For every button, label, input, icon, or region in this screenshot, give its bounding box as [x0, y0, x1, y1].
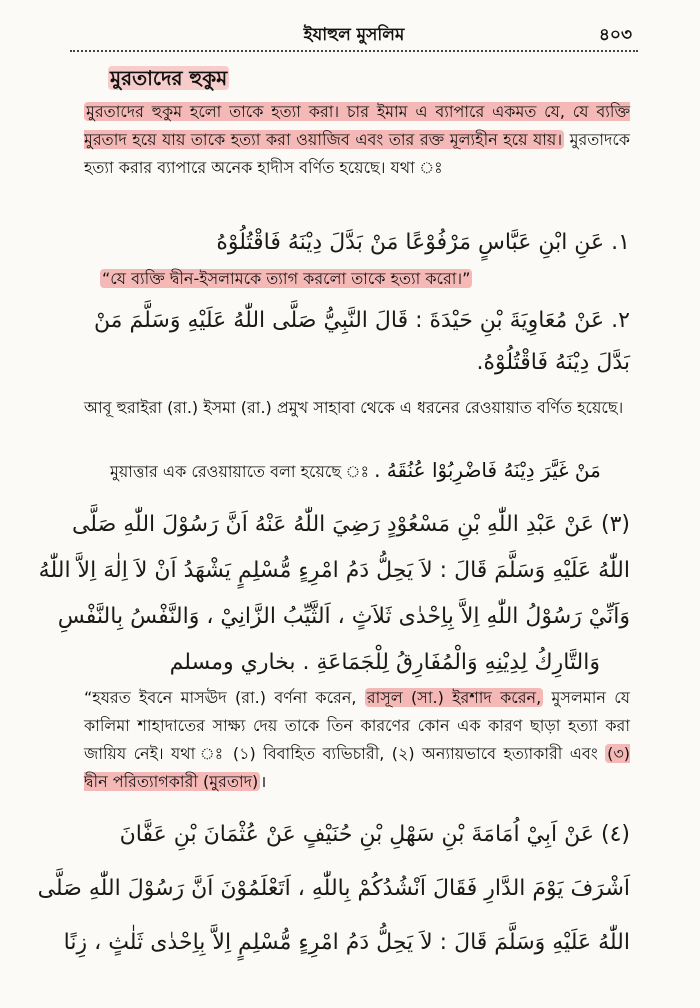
hadith-4-line-1: (٤) عَنْ اَبِيْ اُمَامَةَ بْنِ سَهْلِ بْنِ حُنَيْفٍ عَنْ عُثْمَانَ بْنِ عَفَّانَ	[119, 822, 630, 847]
highlight-ruling: মুরতাদের হুকুম হলো তাকে হত্যা করা। চার ইমাম এ ব্যাপারে একমত যে, যে ব্যক্তি মুরতাদ হয়ে যায় তাকে হত্যা করা ওয়াজিব এবং তার রক্ত মূল্যহীন হয়ে যায়।	[84, 102, 630, 149]
hadith-3-line-3: وَاَنِّيْ رَسُوْلُ اللّٰهِ اِلاَّ بِاِحْدٰى ثَلاَثٍ ، اَلثَّيِّبُ الزَّانِيْ ، وَالنَّفْسُ بِالنَّفْسِ	[57, 604, 630, 629]
hadith-3-line-4: وَالتَّارِكُ لِدِيْنِهِ وَالْمُفَارِقُ لِلْجَمَاعَةِ . بخاري ومسلم	[169, 650, 600, 675]
section-title	[108, 64, 229, 97]
muwatta-label: মুয়াত্তার এক রেওয়ায়াতে বলা হয়েছে ঃ	[110, 462, 369, 481]
hadith-1-translation: “যে ব্যক্তি দ্বীন-ইসলামকে ত্যাগ করলো তাকে হত্যা করো।”	[102, 269, 471, 288]
paragraph-ruling	[84, 98, 630, 182]
hadith-2	[72, 300, 630, 384]
muwatta-arabic: مَنْ غَيَّرَ دِيْنَهُ فَاضْرِبُوْا عُنُقَهُ .	[374, 458, 601, 482]
hadith-4	[37, 808, 630, 970]
page-header	[70, 16, 638, 52]
highlight-murtad: (৩) দ্বীন পরিত্যাগকারী (মুরতাদ)	[84, 744, 630, 791]
hadith-3-line-1: (٣) عَنْ عَبْدِ اللّٰهِ بْنِ مَسْعُوْدٍ رَضِيَ اللّٰهُ عَنْهُ اَنَّ رَسُوْلَ اللّٰهِ صَلَّى	[71, 512, 630, 537]
hadith-4-line-2: اَشْرَفَ يَوْمَ الدَّارِ فَقَالَ اَنْشُدُكُمْ بِاللّٰهِ ، اَتَعْلَمُوْنَ اَنَّ رَسُوْلَ اللّٰهِ صَلَّى	[37, 876, 630, 901]
paragraph-translation-part-2: মুসলমান যে কালিমা শাহাদাতের সাক্ষ্য দেয় তাকে তিন কারণের কোন এক কারণ ছাড়া হত্যা করা জায়িয নেই। যথা ঃ (১) বিবাহিত ব্যভিচারী, (২) অন্যায়ভাবে হত্যাকারী এবং	[84, 688, 630, 763]
hadith-3-line-2: اللّٰهُ عَلَيْهِ وَسَلَّمَ قَالَ : لاَ يَحِلُّ دَمُ امْرِءٍ مُّسْلِمٍ يَشْهَدُ اَنْ لاَ اِلٰهَ اِلاَّ اللّٰهُ	[38, 558, 630, 583]
hadith-2-line-2: بَدَّلَ دِيْنَهُ فَاقْتُلُوْهُ.	[476, 350, 630, 375]
hadith-2-line-1: عَنْ مُعَاوِيَةَ بْنِ حَيْدَةَ : قَالَ النَّبِيُّ صَلَّى اللّٰهُ عَلَيْهِ وَسَلَّمَ مَنْ	[93, 308, 605, 333]
page-number: ৪০৩	[598, 25, 632, 45]
running-title: ইযাহুল মুসলিম	[303, 25, 405, 45]
hadith-4-line-3: اللّٰهُ عَلَيْهِ وَسَلَّمَ قَالَ : لاَ يَحِلُّ دَمُ امْرِءٍ مُّسْلِمٍ اِلاَّ بِاِحْدٰى ثَلٰثٍ ، زِنًا	[63, 930, 630, 955]
paragraph-translation-part-1: “হযরত ইবনে মাসঊদ (রা.) বর্ণনা করেন,	[84, 688, 365, 707]
paragraph-translation-part-3: ।	[260, 772, 267, 791]
section-title-text: মুরতাদের হুকুম	[110, 66, 228, 90]
hadith-2-number: ٢.	[611, 308, 630, 333]
hadith-1-number: ١.	[611, 230, 630, 255]
muwatta-line	[110, 456, 630, 486]
paragraph-translation	[84, 684, 630, 796]
paragraph-narrators: আবূ হুরাইরা (রা.) ইসমা (রা.) প্রমুখ সাহাবা থেকে এ ধরনের রেওয়ায়াত বর্ণিত হয়েছে।	[84, 398, 624, 417]
hadith-3	[38, 502, 630, 686]
hadith-1-arabic: عَنِ ابْنِ عَبَّاسٍ مَرْفُوْعًا مَنْ بَدَّلَ دِيْنَهُ فَاقْتُلُوْهُ	[216, 230, 605, 255]
highlight-rasul: রাসূল (সা.) ইরশাদ করেন,	[366, 688, 542, 707]
hadith-1	[90, 222, 630, 264]
paragraph-ruling-rest: মুরতাদকে হত্যা করার ব্যাপারে অনেক হাদীস বর্ণিত হয়েছে। যথা ঃ	[84, 130, 630, 177]
